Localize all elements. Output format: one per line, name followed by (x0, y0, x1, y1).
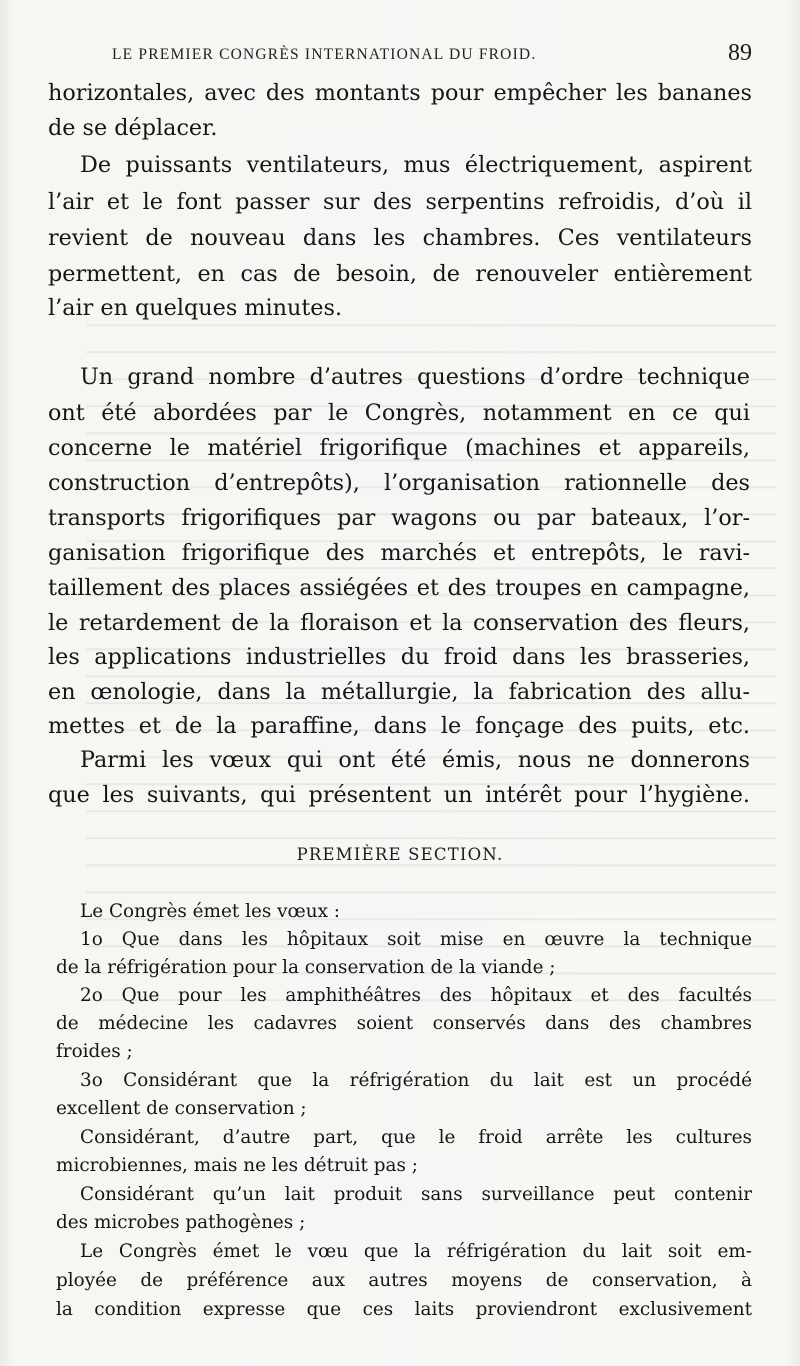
paragraph-line-18: mettes et de la paraffine, dans le fonçage des puits, etc. (48, 713, 750, 739)
running-header (112, 40, 752, 72)
resolution-line-11: Considérant qu’un lait produit sans surveillance peut contenir (80, 1184, 752, 1205)
resolution-line-3: de la réfrigération pour la conservation de la viande ; (56, 957, 556, 978)
paragraph-line-2: de se déplacer. (48, 115, 218, 141)
paragraph-line-19: Parmi les vœux qui ont été émis, nous ne donnerons (80, 747, 750, 773)
paragraph-line-3: De puissants ventilateurs, mus électriquement, aspirent (80, 152, 752, 178)
paragraph-line-13: ganisation frigorifique des marchés et entrepôts, le ravi- (48, 540, 750, 566)
paragraph-line-1: horizontales, avec des montants pour empêcher les bananes (48, 80, 752, 106)
paragraph-line-15: le retardement de la floraison et la conservation des fleurs, (48, 610, 750, 636)
paragraph-line-9: ont été abordées par le Congrès, notamment en ce qui (48, 400, 750, 426)
section-heading: PREMIÈRE SECTION. (296, 845, 504, 864)
paragraph-line-12: transports frigorifiques par wagons ou par bateaux, l’or- (48, 505, 750, 531)
resolution-line-9: Considérant, d’autre part, que le froid arrête les cultures (80, 1127, 752, 1148)
paragraph-line-8: Un grand nombre d’autres questions d’ordre technique (80, 364, 750, 390)
paragraph-line-10: concerne le matériel frigorifique (machines et appareils, (48, 435, 750, 461)
resolution-line-7: 3o Considérant que la réfrigération du lait est un procédé (80, 1070, 752, 1091)
paragraph-line-7: l’air en quelques minutes. (48, 295, 343, 321)
resolution-line-15: la condition expresse que ces laits proviendront exclusivement (56, 1299, 752, 1320)
resolution-line-6: froides ; (56, 1041, 133, 1062)
resolution-line-1: Le Congrès émet les vœux : (80, 901, 340, 922)
paragraph-line-14: taillement des places assiégées et des troupes en campagne, (48, 575, 750, 601)
paragraph-line-20: que les suivants, qui présentent un intérêt pour l’hygiène. (48, 782, 750, 808)
paragraph-line-11: construction d’entrepôts), l’organisation rationnelle des (48, 470, 750, 496)
resolution-line-10: microbiennes, mais ne les détruit pas ; (56, 1155, 418, 1176)
resolution-line-14: ployée de préférence aux autres moyens de conservation, à (56, 1270, 752, 1291)
resolution-line-12: des microbes pathogènes ; (56, 1212, 306, 1233)
paragraph-line-17: en œnologie, dans la métallurgie, la fabrication des allu- (48, 679, 750, 705)
resolution-line-8: excellent de conservation ; (56, 1098, 307, 1119)
page-number: 89 (728, 40, 752, 66)
paragraph-line-4: l’air et le font passer sur des serpentins refroidis, d’où il (48, 189, 752, 215)
resolution-line-4: 2o Que pour les amphithéâtres des hôpitaux et des facultés (80, 985, 752, 1006)
paragraph-line-5: revient de nouveau dans les chambres. Ces ventilateurs (48, 225, 752, 251)
resolution-line-13: Le Congrès émet le vœu que la réfrigération du lait soit em- (80, 1241, 752, 1262)
resolution-line-5: de médecine les cadavres soient conservés dans des chambres (56, 1013, 752, 1034)
paragraph-line-16: les applications industrielles du froid dans les brasseries, (48, 644, 750, 670)
paragraph-line-6: permettent, en cas de besoin, de renouveler entièrement (48, 261, 752, 287)
resolution-line-2: 1o Que dans les hôpitaux soit mise en œuvre la technique (80, 929, 752, 950)
running-header-title: LE PREMIER CONGRÈS INTERNATIONAL DU FROID. (112, 46, 537, 63)
